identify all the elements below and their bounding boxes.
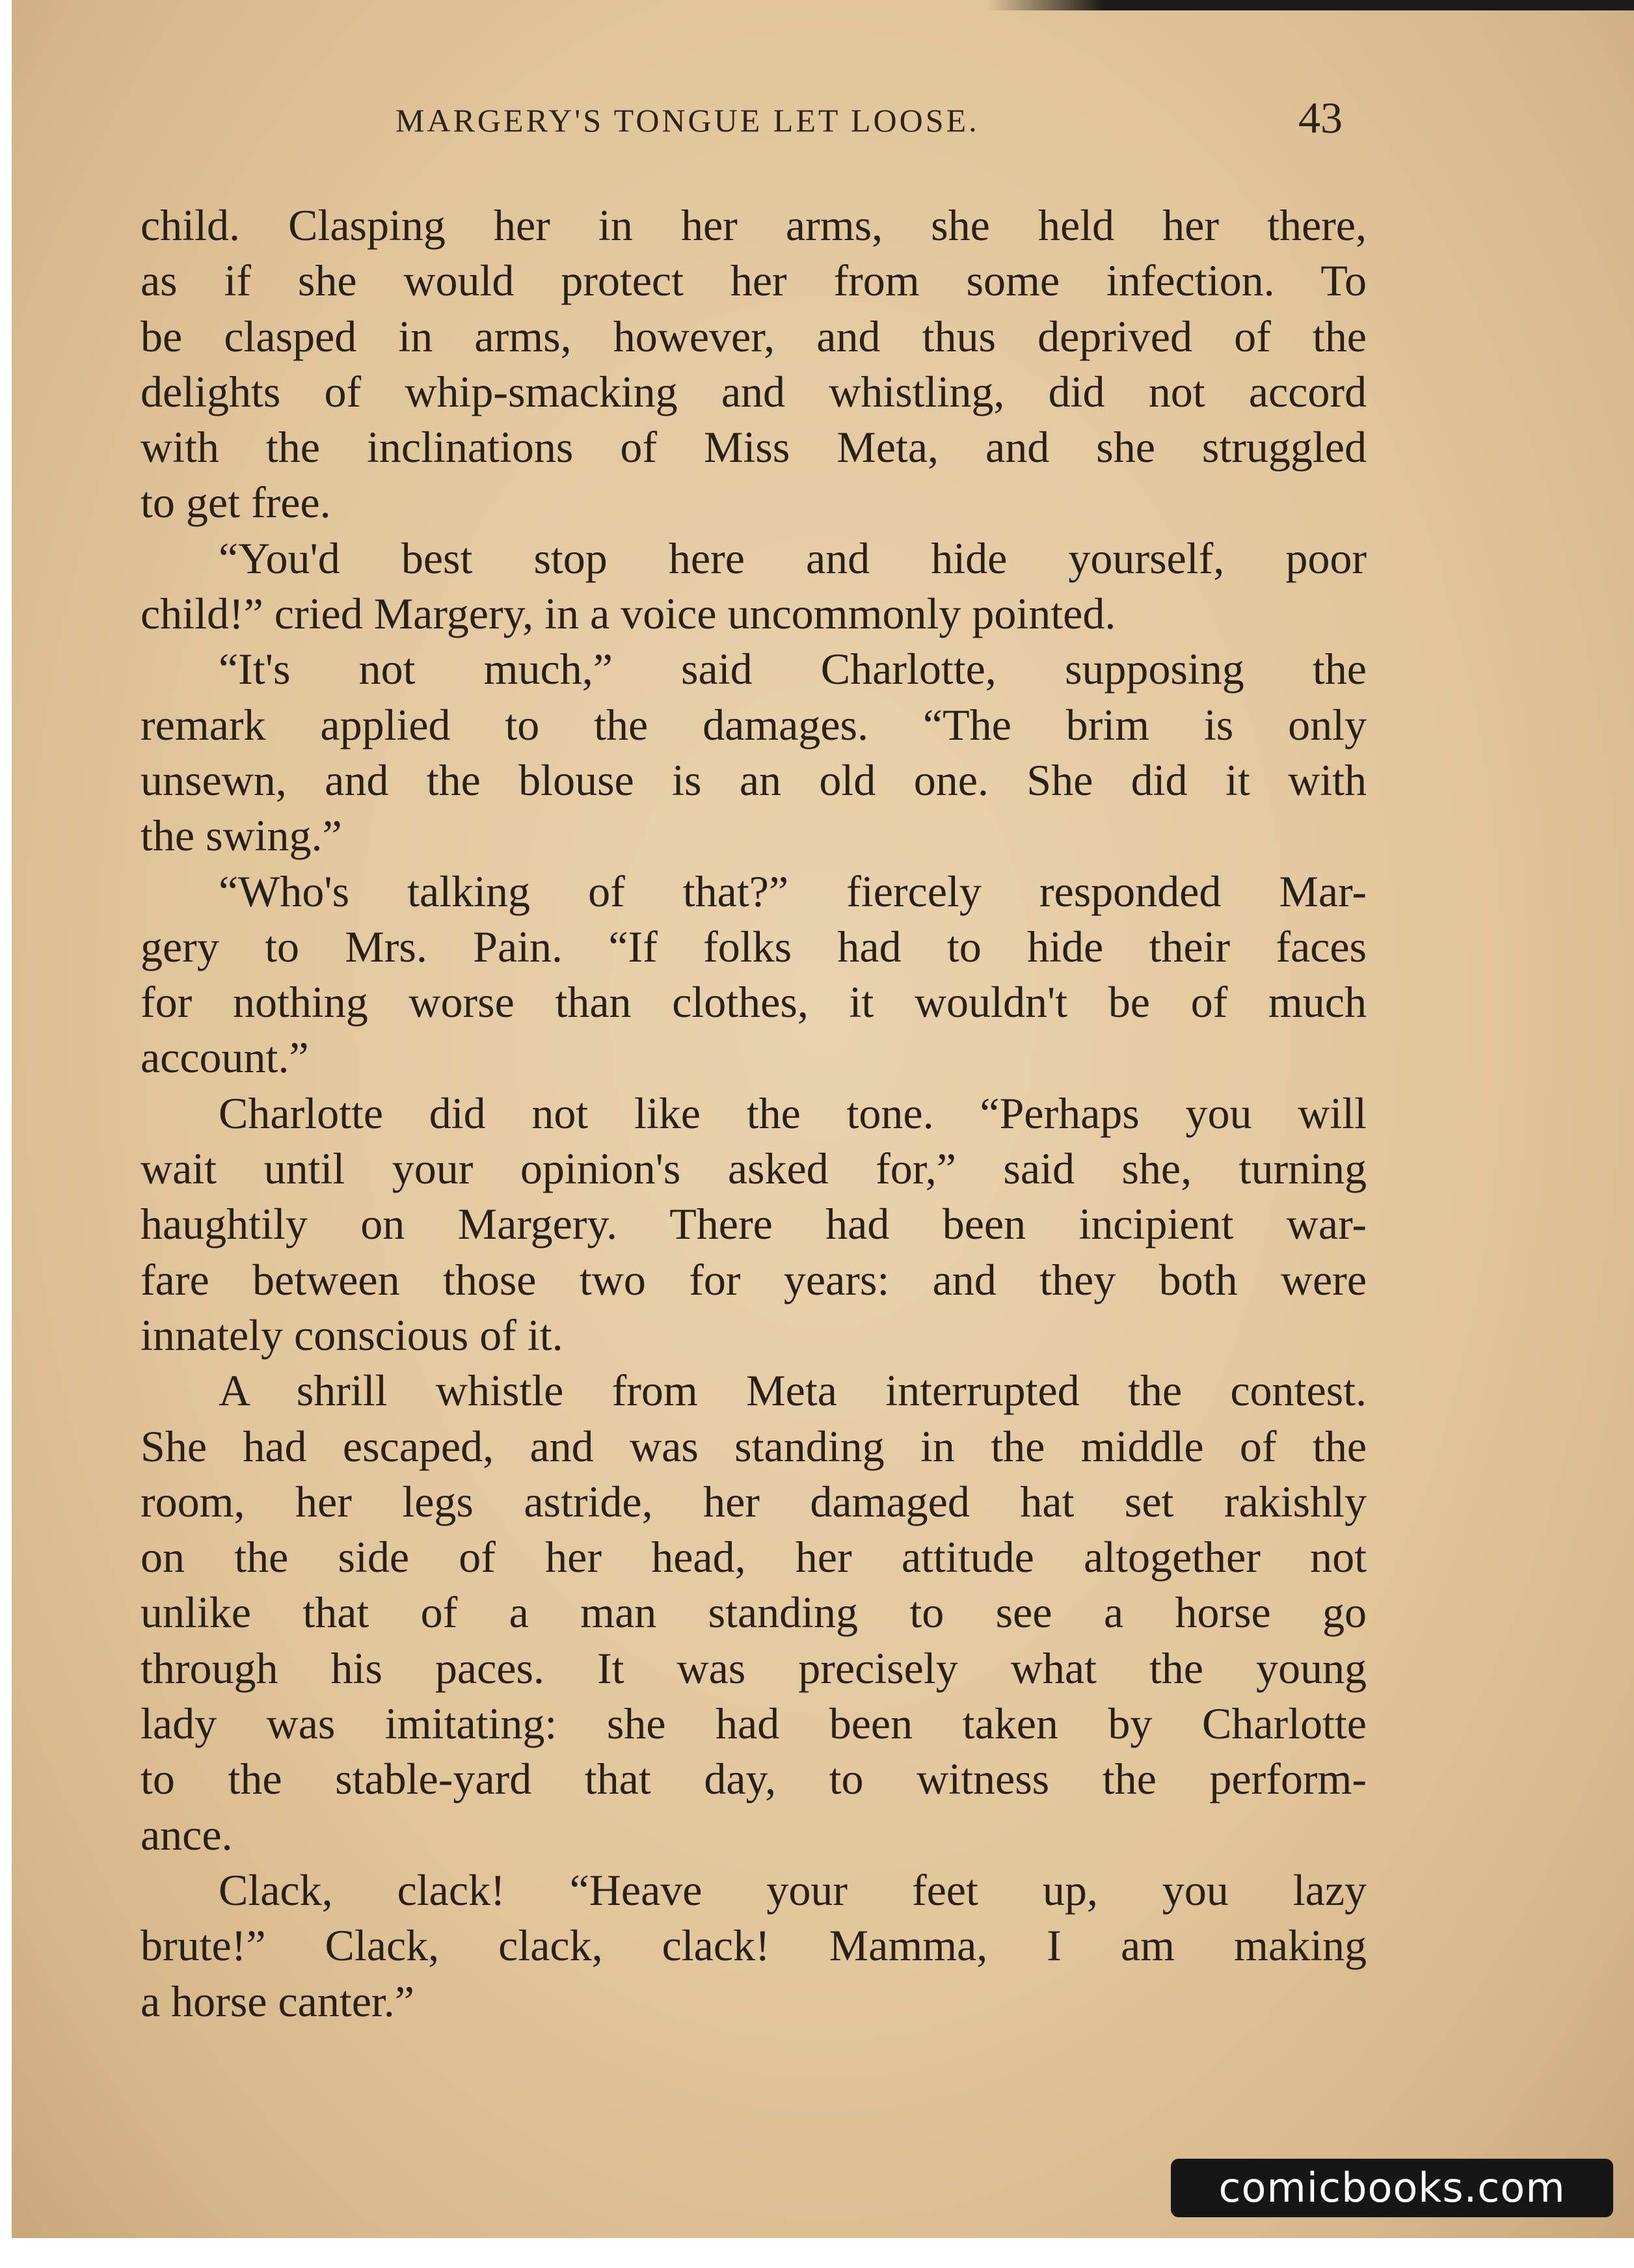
book-page [12, 0, 1634, 2238]
text-line: through his paces. It was precisely what the young [141, 1643, 1367, 1693]
text-line: haughtily on Margery. There had been incipient war- [141, 1199, 1367, 1249]
text-line: “You'd best stop here and hide yourself, poor [219, 533, 1367, 583]
text-line: account.” [141, 1033, 309, 1083]
text-line: wait until your opinion's asked for,” said she, turning [141, 1144, 1367, 1194]
text-line: unlike that of a man standing to see a horse go [141, 1587, 1367, 1638]
text-line: remark applied to the damages. “The brim is only [141, 699, 1367, 749]
text-line: on the side of her head, her attitude altogether not [141, 1532, 1367, 1582]
text-line: “It's not much,” said Charlotte, supposing the [219, 644, 1367, 694]
text-line: child. Clasping her in her arms, she held her there, [141, 200, 1367, 250]
text-line: to the stable-yard that day, to witness the perform- [141, 1754, 1367, 1804]
text-line: “Who's talking of that?” fiercely responded Mar- [219, 866, 1367, 916]
text-line: She had escaped, and was standing in the middle of the [141, 1421, 1367, 1471]
text-line: for nothing worse than clothes, it wouldn't be of much [141, 977, 1367, 1027]
text-line: ance. [141, 1809, 233, 1859]
text-line: fare between those two for years: and they both were [141, 1254, 1367, 1304]
text-line: Clack, clack! “Heave your feet up, you lazy [219, 1865, 1367, 1915]
text-line: the swing.” [141, 811, 342, 861]
text-line: brute!” Clack, clack, clack! Mamma, I am making [141, 1921, 1367, 1971]
body-text [141, 198, 1367, 2029]
text-line: be clasped in arms, however, and thus deprived of the [141, 311, 1367, 361]
running-head: MARGERY'S TONGUE LET LOOSE. [395, 102, 980, 139]
page-top-edge-shadow [987, 0, 1634, 10]
text-line: a horse canter.” [141, 1976, 414, 2026]
text-line: delights of whip-smacking and whistling, did not accord [141, 366, 1367, 416]
text-line: child!” cried Margery, in a voice uncommonly pointed. [141, 589, 1116, 639]
text-line: to get free. [141, 478, 331, 528]
text-line: Charlotte did not like the tone. “Perhaps you will [219, 1088, 1367, 1138]
page-number: 43 [1298, 93, 1343, 142]
text-line: lady was imitating: she had been taken by Charlotte [141, 1699, 1367, 1749]
watermark-logo: comicbooks.com [1171, 2159, 1613, 2217]
text-line: as if she would protect her from some infection. To [141, 256, 1367, 306]
text-line: room, her legs astride, her damaged hat set rakishly [141, 1476, 1367, 1526]
text-line: unsewn, and the blouse is an old one. She did it with [141, 755, 1367, 805]
text-line: innately conscious of it. [141, 1310, 563, 1360]
text-line: A shrill whistle from Meta interrupted the contest. [219, 1366, 1367, 1416]
text-line: gery to Mrs. Pain. “If folks had to hide their faces [141, 921, 1367, 971]
text-line: with the inclinations of Miss Meta, and she struggled [141, 422, 1367, 472]
